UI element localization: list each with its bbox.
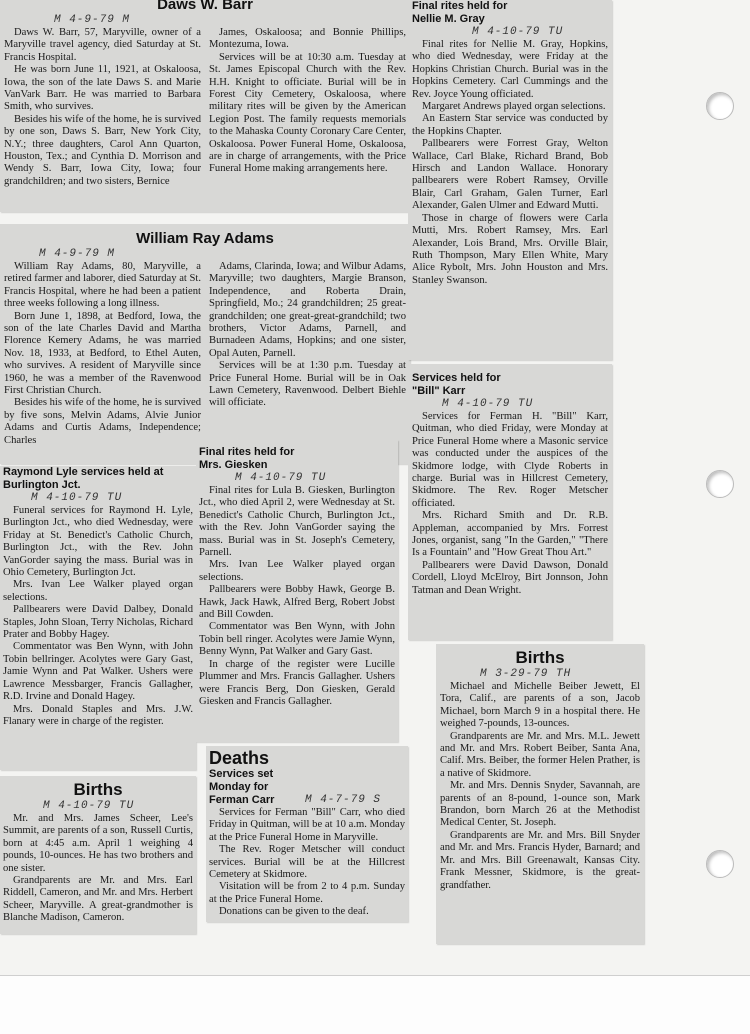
- paragraph: Pallbearers were David Dalbey, Donald Staples, John Sloan, Terry Nicholas, Richard Prater and Bobby Hagey.: [3, 604, 193, 641]
- paragraph: An Eastern Star service was conducted by the Hopkins Chapter.: [412, 113, 608, 137]
- paragraph: Services will be at 10:30 a.m. Tuesday at St. James Episcopal Church with the Rev. H.H. Knight to officiate. Burial will be in Forest City Cemetery, Oskaloosa, where military rites will be given by the American Legion Post. The family requests memorials to the Mahaska County Coronary Care Center, Oskaloosa. Power Funeral Home, Oskaloosa, are in charge of arrangements, with the Price Funeral Home making arrangements here.: [209, 51, 406, 175]
- paragraph: Visitation will be from 2 to 4 p.m. Sunday at the Price Funeral Home.: [209, 881, 405, 905]
- births-body: [440, 681, 640, 892]
- paragraph: William Ray Adams, 80, Maryville, a retired farmer and laborer, died Saturday at St. Francis Hospital, where he had been a patient three weeks following a long illness.: [4, 261, 201, 310]
- obituary-body: [199, 485, 395, 708]
- binder-hole: [706, 850, 734, 878]
- births-right: [436, 644, 644, 944]
- paragraph: Mrs. Ivan Lee Walker played organ selections.: [199, 559, 395, 583]
- paragraph: Michael and Michelle Beiber Jewett, El Tora, Calif., are parents of a son, Jacob Michael, born March 9 in a hospital there. He weighed 7-pounds, 13-ounces.: [440, 681, 640, 730]
- handwritten-date-note: M 4-10-79 TU: [442, 398, 534, 410]
- deaths-ferman-carr: [206, 746, 408, 922]
- paragraph: Final rites for Nellie M. Gray, Hopkins, who died Wednesday, were Friday at the Hopkins Christian Church. Burial was in the Hopkins Cemetery. Carl Cummings and the Rev. Joyce Young officiated.: [412, 39, 608, 100]
- births-title: Births: [73, 780, 123, 799]
- handwritten-date-note: M 3-29-79 TH: [480, 668, 572, 680]
- obituary-title: William Ray Adams: [136, 230, 274, 247]
- paragraph: Grandparents are Mr. and Mrs. Earl Riddell, Cameron, and Mr. and Mrs. Herbert Scheer, Maryville. A great-grandmother is Blanche Madison, Cameron.: [3, 875, 193, 924]
- handwritten-date-note: M 4-9-79 M: [39, 248, 116, 260]
- obituary-column: [209, 261, 406, 447]
- obituary-title: Final rites held for Mrs. Giesken: [199, 446, 295, 471]
- obituary-giesken: [196, 440, 398, 742]
- obituary-body: [412, 39, 608, 287]
- paragraph: In charge of the register were Lucille Plummer and Mrs. Francis Gallagher. Ushers were Francis Berg, Don Giesken, Gerald Giesken and Francis Gallagher.: [199, 658, 395, 707]
- obituary-title: Final rites held for Nellie M. Gray: [412, 0, 508, 25]
- paragraph: Services for Ferman "Bill" Carr, who died Friday in Quitman, will be at 10 a.m. Monday at the Price Funeral Home in Maryville.: [209, 807, 405, 843]
- obituary-title: Raymond Lyle services held at Burlington Jct.: [3, 466, 164, 491]
- obituary-bill-karr: [408, 364, 612, 640]
- obituary-body: [3, 505, 193, 728]
- handwritten-date-note: M 4-10-79 TU: [472, 26, 564, 38]
- page-bottom-margin: [0, 975, 750, 1034]
- paragraph: Mr. and Mrs. Dennis Snyder, Savannah, are parents of an 8-pound, 1-ounce son, Mark Brandon, born March 26 at the Methodist Medical Center, St. Joseph.: [440, 780, 640, 829]
- paragraph: James, Oskaloosa; and Bonnie Phillips, Montezuma, Iowa.: [209, 27, 406, 51]
- paragraph: Grandparents are Mr. and Mrs. Bill Snyder and Mr. and Mrs. Francis Hyder, Barnard; and Mr. and Mrs. Bill Greenawalt, Kansas City. Frank Messner, Skidmore, is the great-grandfather.: [440, 829, 640, 891]
- obituary-body: [209, 807, 405, 919]
- paragraph: Besides his wife of the home, he is survived by five sons, Melvin Adams, Alvie Junior Adams and Curtis Adams, Independence; Charles: [4, 397, 201, 446]
- binder-hole: [706, 470, 734, 498]
- obituary-william-adams: [0, 224, 410, 464]
- paragraph: He was born June 11, 1921, at Oskaloosa, Iowa, the son of the late Daws S. and Marie VanVark Barr. He was married to Barbara Smith, who survives.: [4, 64, 201, 113]
- births-body: [3, 813, 193, 925]
- paragraph: Services for Ferman H. "Bill" Karr, Quitman, who died Friday, were Monday at Price Funeral Home where a Masonic service was conducted under the auspices of the Skidmore lodge, with Clyde Roberts in charge. Burial was in Hillcrest Cemetery, Skidmore. The Rev. Roger Metscher officiated.: [412, 411, 608, 509]
- paragraph: Mrs. Richard Smith and Dr. R.B. Appleman, accompanied by Mrs. Forrest Jones, organist, sang "In the Garden," "There Is a Fountain" and "How Great Thou Art.": [412, 510, 608, 559]
- paragraph: Adams, Clarinda, Iowa; and Wilbur Adams, Maryville; two daughters, Margie Branson, Independence, and Roberta Drain, Springfield, Mo.; 24 grandchildren; 25 great-grandchilden; one great-great-grandchild; two brothers, Victor Adams, Parnell, and Burnadeen Adams, Hopkins; and one sister, Opal Auten, Parnell.: [209, 261, 406, 359]
- obituary-title: Services held for "Bill" Karr: [412, 372, 501, 397]
- handwritten-date-note: M 4-10-79 TU: [43, 800, 135, 812]
- handwritten-date-note: M 4-10-79 TU: [31, 492, 123, 504]
- paragraph: Mrs. Donald Staples and Mrs. J.W. Flanary were in charge of the register.: [3, 703, 193, 727]
- paragraph: The Rev. Roger Metscher will conduct services. Burial will be at the Hillcrest Cemetery at Skidmore.: [209, 844, 405, 881]
- handwritten-date-note: M 4-10-79 TU: [235, 472, 327, 484]
- paragraph: Those in charge of flowers were Carla Mutti, Mrs. Robert Ramsey, Mrs. Earl Alexander, Lois Brand, Mrs. Orville Blair, Ruth Thompson, Mary Ellen White, Mary Alice Rybolt, Mrs. John Houston and Mrs. Stanley Swanson.: [412, 212, 608, 286]
- obituary-nellie-gray: [408, 0, 612, 360]
- obituary-column: [4, 27, 201, 188]
- paragraph: Donations can be given to the deaf.: [219, 906, 369, 918]
- binder-hole: [706, 92, 734, 120]
- births-title: Births: [515, 648, 565, 667]
- obituary-subtitle: Services set Monday for Ferman Carr: [209, 768, 275, 806]
- paragraph: Born June 1, 1898, at Bedford, Iowa, the son of the late Charles David and Martha Florence Kemery Adams, he was married Nov. 18, 1933, at Bedford, to Ethel Auten, who survives. A resident of Maryville since 1960, he was a member of the Ravenwood First Christian Church.: [4, 310, 201, 397]
- paragraph: Services will be at 1:30 p.m. Tuesday at Price Funeral Home. Burial will be in Oak Lawn Cemetery, Ravenwood. Delbert Biehle will officiate.: [209, 360, 406, 409]
- obituary-body: [412, 411, 608, 597]
- paragraph: Commentator was Ben Wynn, with John Tobin bellringer. Acolytes were Gary Gast, Jamie Wynn and Pat Walker. Ushers were Lawrence Messbarger, Francis Gallagher, R.D. Irvine and Donald Hagey.: [3, 641, 193, 703]
- obituary-column: [4, 261, 201, 447]
- paragraph: Pallbearers were David Dawson, Donald Cordell, Lloyd McElroy, Birt Jonnson, John Tatman and Dean Wright.: [412, 559, 608, 596]
- paragraph: Daws W. Barr, 57, Maryville, owner of a Maryville travel agency, died Saturday at St. Francis Hospital.: [4, 27, 201, 63]
- handwritten-date-note: M 4-9-79 M: [54, 14, 131, 26]
- paragraph: Mrs. Ivan Lee Walker played organ selections.: [3, 579, 193, 603]
- paragraph: Funeral services for Raymond H. Lyle, Burlington Jct., who died Wednesday, were Friday at St. Benedict's Catholic Church, Burlington Jct., with the Rev. John VanGorder saying the mass. Burial was in Ohio Cemetery, Burlington Jct.: [3, 505, 193, 579]
- paragraph: Commentator was Ben Wynn, with John Tobin bell ringer. Acolytes were Jamie Wynn, Benny Wynn, Pat Walker and Gary Gast.: [199, 621, 395, 658]
- births-left: [0, 776, 196, 934]
- paragraph: Grandparents are Mr. and Mrs. M.L. Jewett and Mr. and Mrs. Robert Beiber, Santa Ana, Calif. Mrs. Beiber, the former Helen Prather, is a native of Skidmore.: [440, 730, 640, 779]
- paragraph: Final rites for Lula B. Giesken, Burlington Jct., who died April 2, were Wednesday at St. Benedict's Catholic Church, Burlington Jct., with the Rev. John VanGorder saying the mass. Burial was in St. Joseph's Cemetery, Parnell.: [199, 485, 395, 559]
- paragraph: Margaret Andrews played organ selections.: [422, 101, 606, 113]
- handwritten-date-note: M 4-7-79 S: [305, 794, 382, 806]
- paragraph: Mr. and Mrs. James Scheer, Lee's Summit, are parents of a son, Russell Curtis, born at 4:45 a.m. April 1 weighing 4 pounds, 10-ounces. He has two brothers and one sister.: [3, 813, 193, 874]
- paragraph: Pallbearers were Bobby Hawk, George B. Hawk, Jack Hawk, Alfred Berg, Robert Jobst and Bill Cowden.: [199, 584, 395, 621]
- obituary-column: [209, 27, 406, 188]
- paragraph: Pallbearers were Forrest Gray, Welton Wallace, Carl Blake, Richard Brand, Bob Hirsch and Landon Wallace. Honorary pallbearers were Robert Ramsey, Orville Blair, Carl Graham, Galen Turner, Earl Alexander, Galen Ulmer and Edward Mutti.: [412, 138, 608, 212]
- paragraph: Besides his wife of the home, he is survived by one son, Daws S. Barr, New York City, N.Y.; three daughters, Carol Ann Quarton, Houston, Tex.; and Cynthia D. Morrison and Wendy S. Barr, Iowa City, Iowa; four grandchildren; and two sisters, Bernice: [4, 113, 201, 187]
- obituary-raymond-lyle: [0, 466, 196, 770]
- obituary-daws-barr: [0, 0, 410, 212]
- obituary-title: Daws W. Barr: [157, 0, 253, 13]
- deaths-title: Deaths: [209, 748, 270, 768]
